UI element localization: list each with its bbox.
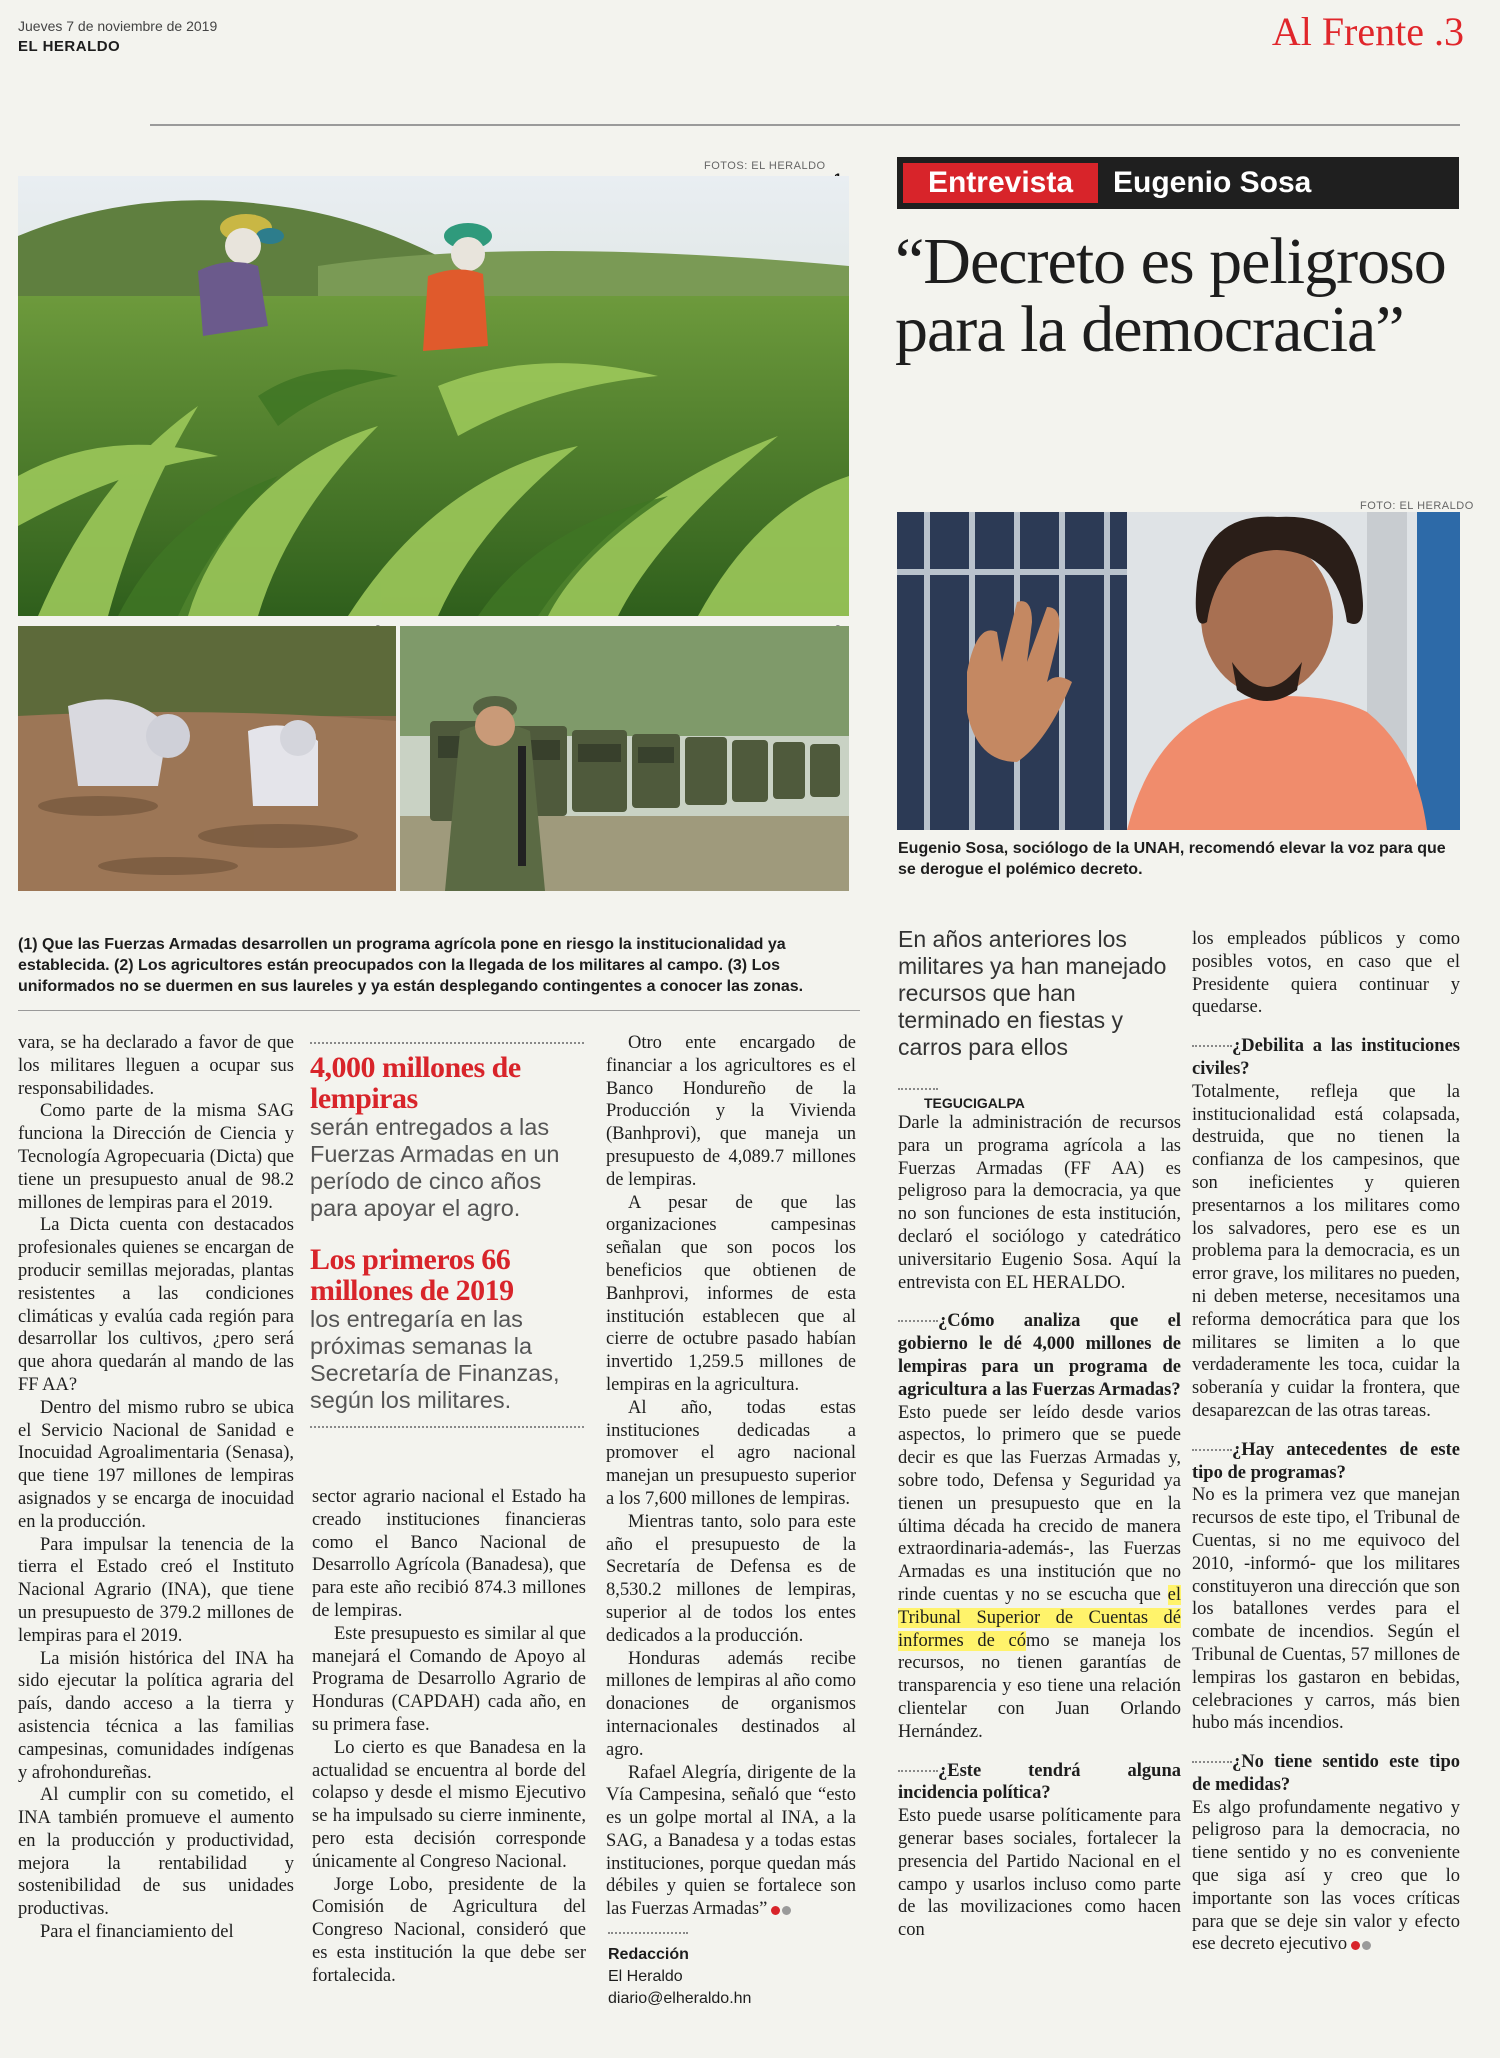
- end-mark-gray: [1362, 1941, 1371, 1950]
- article-column-1: [18, 1032, 294, 1944]
- interview-band: [897, 157, 1459, 209]
- byline-email[interactable]: diario@elheraldo.hn: [608, 1990, 752, 2007]
- highlighted-text: el Tribunal Superior de Cuentas dé informes de có: [898, 1584, 1181, 1651]
- question-5: ¿No tiene sentido este tipo de medidas?: [1192, 1752, 1460, 1795]
- portrait-illustration: [897, 512, 1460, 830]
- quote-text: Rafael Alegría, dirigente de la Vía Campesina, señaló que “esto es un golpe mortal al INA, a la SAG, a Banadesa y a todas estas instituciones, porque quedan más débiles y quien se fortalece son las Fuerzas Armadas”: [606, 1762, 856, 1920]
- article-column-2: [312, 1486, 586, 1988]
- box-headline-2: Los primeros 66 millones de 2019: [310, 1243, 514, 1307]
- paragraph: Honduras además recibe millones de lempiras al año como donaciones de organismos internacionales destinados al agro.: [606, 1648, 856, 1760]
- article-column-3: [606, 1032, 856, 1921]
- paragraph: A pesar de que las organizaciones campesinas señalan que son pocos los beneficios que obtienen de Banhprovi, informes de esta institución establecen que al cierre de octubre pasado habían invertido 1,259.5 millones de lempiras en la agricultura.: [606, 1192, 856, 1395]
- paragraph: Al año, todas estas instituciones dedicadas a promover el agro nacional manejan un presupuesto superior a los 7,600 millones de lempiras.: [606, 1397, 856, 1509]
- paragraph: Jorge Lobo, presidente de la Comisión de Agricultura del Congreso Nacional, consideró que es esta institución la que debe ser fortalecida.: [312, 1874, 586, 1986]
- byline-name: El Heraldo: [608, 1968, 683, 1985]
- paragraph: Para impulsar la tenencia de la tierra el Estado creó el Instituto Nacional Agrario (INA), que tiene un presupuesto de 379.2 millones de lempiras para el 2019.: [18, 1534, 294, 1646]
- answer-5: Es algo profundamente negativo y peligroso para la democracia, no tiene sentido y no es conveniente que siga así y creo que lo importante son las voces críticas para que se deje sin valor y efecto ese decreto ejecutivo: [1192, 1797, 1460, 1955]
- paragraph: Mientras tanto, solo para este año el presupuesto de la Secretaría de Defensa es de 8,530.2 millones de lempiras, superior al de todos los entes dedicados a la producción.: [606, 1511, 856, 1646]
- paragraph: Otro ente encargado de financiar a los agricultores es el Banco Hondureño de la Producción y la Vivienda (Banhprovi), que maneja un presupuesto de 4,089.7 millones de lempiras.: [606, 1033, 856, 1190]
- end-mark-red: [771, 1906, 780, 1915]
- section-title: Al Frente .3: [1271, 9, 1464, 54]
- interview-column-1: [898, 1094, 1181, 1942]
- answer-2-continued: los empleados públicos y como posibles votos, en caso que el Presidente quiera continuar y quedarse.: [1192, 929, 1460, 1018]
- pull-quote: En años anteriores los militares ya han manejado recursos que han terminado en fiestas y carros para ellos: [898, 926, 1167, 1060]
- box-top-rule: [310, 1042, 584, 1044]
- paragraph: Al cumplir con su cometido, el INA también promueve el aumento en la producción y productividad, mejora la rentabilidad y sostenibilidad de sus unidades productivas.: [18, 1785, 294, 1920]
- paragraph: Este presupuesto es similar al que manejará el Comando de Apoyo al Programa de Desarrollo Agrario de Honduras (CAPDAH) cada año, en su primera fase.: [312, 1623, 586, 1735]
- answer-4: No es la primera vez que manejan recursos de este tipo, el Tribunal de Cuentas, si no me equivoco del 2010, -informó- que los militares constituyeron una dirección que son los batallones verdes para el combate de incendios. Según el Tribunal de Cuentas, 57 millones de lempiras los gastaron en bebidas, celebraciones y carros, más bien hubo más incendios.: [1192, 1485, 1460, 1734]
- answer-2: Esto puede usarse políticamente para generar bases sociales, fortalecer la presencia del Partido Nacional en el campo y usarlos incluso como parte de las movilizaciones como hacen con: [898, 1806, 1181, 1941]
- answer-3: Totalmente, refleja que la institucionalidad está colapsada, destruida, que no tienen la confianza de los campesinos, que son ineficientes y quieren presentarnos a los militares como los salvadores, pero ese es un problema para la democracia, es un error grave, los militares no pueden, ni deben meterse, necesitamos una reforma democrática para que los militares se limiten a lo que verdaderamente les toca, cuidar la soberanía y cuidar la frontera, que desaparezcan de las otras tareas.: [1192, 1081, 1460, 1421]
- interview-headline: “Decreto es peligroso para la democracia”: [895, 225, 1446, 366]
- paragraph: Para el financiamiento del: [40, 1922, 234, 1943]
- answer-1-part-1: Esto puede ser leído desde varios aspectos, lo primero que se puede decir es que las Fuerzas Armadas y, sobre todo, Defensa y Seguridad ya tienen un presupuesto que en la última década ha crecido de manera extraordinaria-además-, las Fuerzas Armadas es una institución que no rinde cuentas y no se escucha que: [898, 1402, 1181, 1605]
- paragraph: [606, 1762, 856, 1922]
- figures-box: [310, 1042, 584, 1428]
- byline-label: Redacción: [608, 1946, 689, 1963]
- paragraph: Dentro del mismo rubro se ubica el Servicio Nacional de Sanidad e Inocuidad Agroalimentaria (Senasa), que tiene 197 millones de lempiras asignados y se encarga de inocuidad en la producción.: [18, 1397, 294, 1532]
- newspaper-name: EL HERALDO: [18, 38, 121, 55]
- paragraph: Como parte de la misma SAG funciona la Dirección de Ciencia y Tecnología Agropecuaria (Dicta) que tiene un presupuesto anual de 98.2 millones de lempiras para el 2019.: [18, 1101, 294, 1213]
- end-mark-gray: [782, 1906, 791, 1915]
- caption-rule: [18, 1010, 860, 1011]
- box-headline-1: 4,000 millones de lempiras: [310, 1051, 521, 1115]
- photo-corn-field-farmers: [18, 176, 849, 616]
- interview-tag: Entrevista: [903, 163, 1098, 203]
- question-2: ¿Este tendrá alguna incidencia política?: [898, 1760, 1181, 1804]
- box-bottom-rule: [310, 1426, 584, 1428]
- photo-credit-left: FOTOS: EL HERALDO: [704, 160, 826, 172]
- issue-date: Jueves 7 de noviembre de 2019: [18, 18, 218, 34]
- paragraph: sector agrario nacional el Estado ha creado instituciones financieras como el Banco Nacional de Desarrollo Agrícola (Banadesa), que para este año recibió 874.3 millones de lempiras.: [312, 1487, 586, 1621]
- question-3: ¿Debilita a las instituciones civiles?: [1192, 1036, 1460, 1079]
- interview-intro: Darle la administración de recursos para un programa agrícola a las Fuerzas Armadas (FF AA) es peligroso para la democracia, ya que no son funciones de esta institución, declaró el sociólogo y catedrático universitario Eugenio Sosa. Aquí la entrevista con EL HERALDO.: [898, 1113, 1181, 1293]
- interview-column-2: [1192, 928, 1460, 1956]
- photo-eugenio-sosa: [897, 512, 1460, 830]
- photo-caption-main: (1) Que las Fuerzas Armadas desarrollen un programa agrícola pone en riesgo la institucionalidad ya establecida. (2) Los agricultores están preocupados con la llegada de los militares al campo. (3) Los uniformados no se duermen en sus laureles y ya están desplegando contingentes a conocer las zonas.: [18, 936, 804, 995]
- farmers-planting-illustration: [18, 626, 396, 891]
- paragraph: Lo cierto es que Banadesa en la actualidad se encuentra al borde del colapso y desde el mismo Ejecutivo se ha impulsado su cierre inminente, pero esta decisión corresponde únicamente al Congreso Nacional.: [312, 1737, 586, 1872]
- photo-farmers-planting: [18, 626, 396, 891]
- portrait-caption: Eugenio Sosa, sociólogo de la UNAH, recomendó elevar la voz para que se derogue el polémico decreto.: [898, 840, 1446, 878]
- box-text-2: los entregaría en las próximas semanas la Secretaría de Finanzas, según los militares.: [310, 1306, 560, 1413]
- paragraph: La Dicta cuenta con destacados profesionales quienes se encargan de producir semillas mejoradas, plantas resistentes a las condiciones climáticas y evalúa cada región para desarrollar los cultivos, ¿pero será que ahora quedarán al mando de las FF AA?: [18, 1215, 294, 1395]
- corn-field-illustration: [18, 176, 849, 616]
- end-mark-red: [1351, 1941, 1360, 1950]
- box-text-1: serán entregados a las Fuerzas Armadas en un período de cinco años para apoyar el agro.: [310, 1114, 560, 1221]
- paragraph: vara, se ha declarado a favor de que los militares lleguen a ocupar sus responsabilidades.: [18, 1033, 294, 1099]
- interviewee-name: Eugenio Sosa: [1113, 166, 1312, 199]
- byline-rule: [608, 1932, 688, 1934]
- dateline-rule: [898, 1088, 938, 1090]
- photo-soldier-military-trucks: [400, 626, 849, 891]
- question-1: ¿Cómo analiza que el gobierno le dé 4,000 millones de lempiras para un programa de agricultura a las Fuerzas Armadas?: [898, 1311, 1181, 1400]
- paragraph: La misión histórica del INA ha sido ejecutar la política agraria del país, dando acceso a la tierra y asistencia técnica a las familias campesinas, comunidades indígenas y afrohondureñas.: [18, 1648, 294, 1783]
- header-rule: [150, 124, 1460, 126]
- photo-credit-right: FOTO: EL HERALDO: [1360, 500, 1474, 512]
- answer-1-part-2: mo se maneja los recursos, no tienen garantías de transparencia y eso tiene una relación clientelar con Juan Orlando Hernández.: [898, 1630, 1181, 1742]
- question-4: ¿Hay antecedentes de este tipo de programas?: [1192, 1439, 1460, 1483]
- soldier-trucks-illustration: [400, 626, 849, 891]
- dateline: TEGUCIGALPA: [924, 1095, 1025, 1111]
